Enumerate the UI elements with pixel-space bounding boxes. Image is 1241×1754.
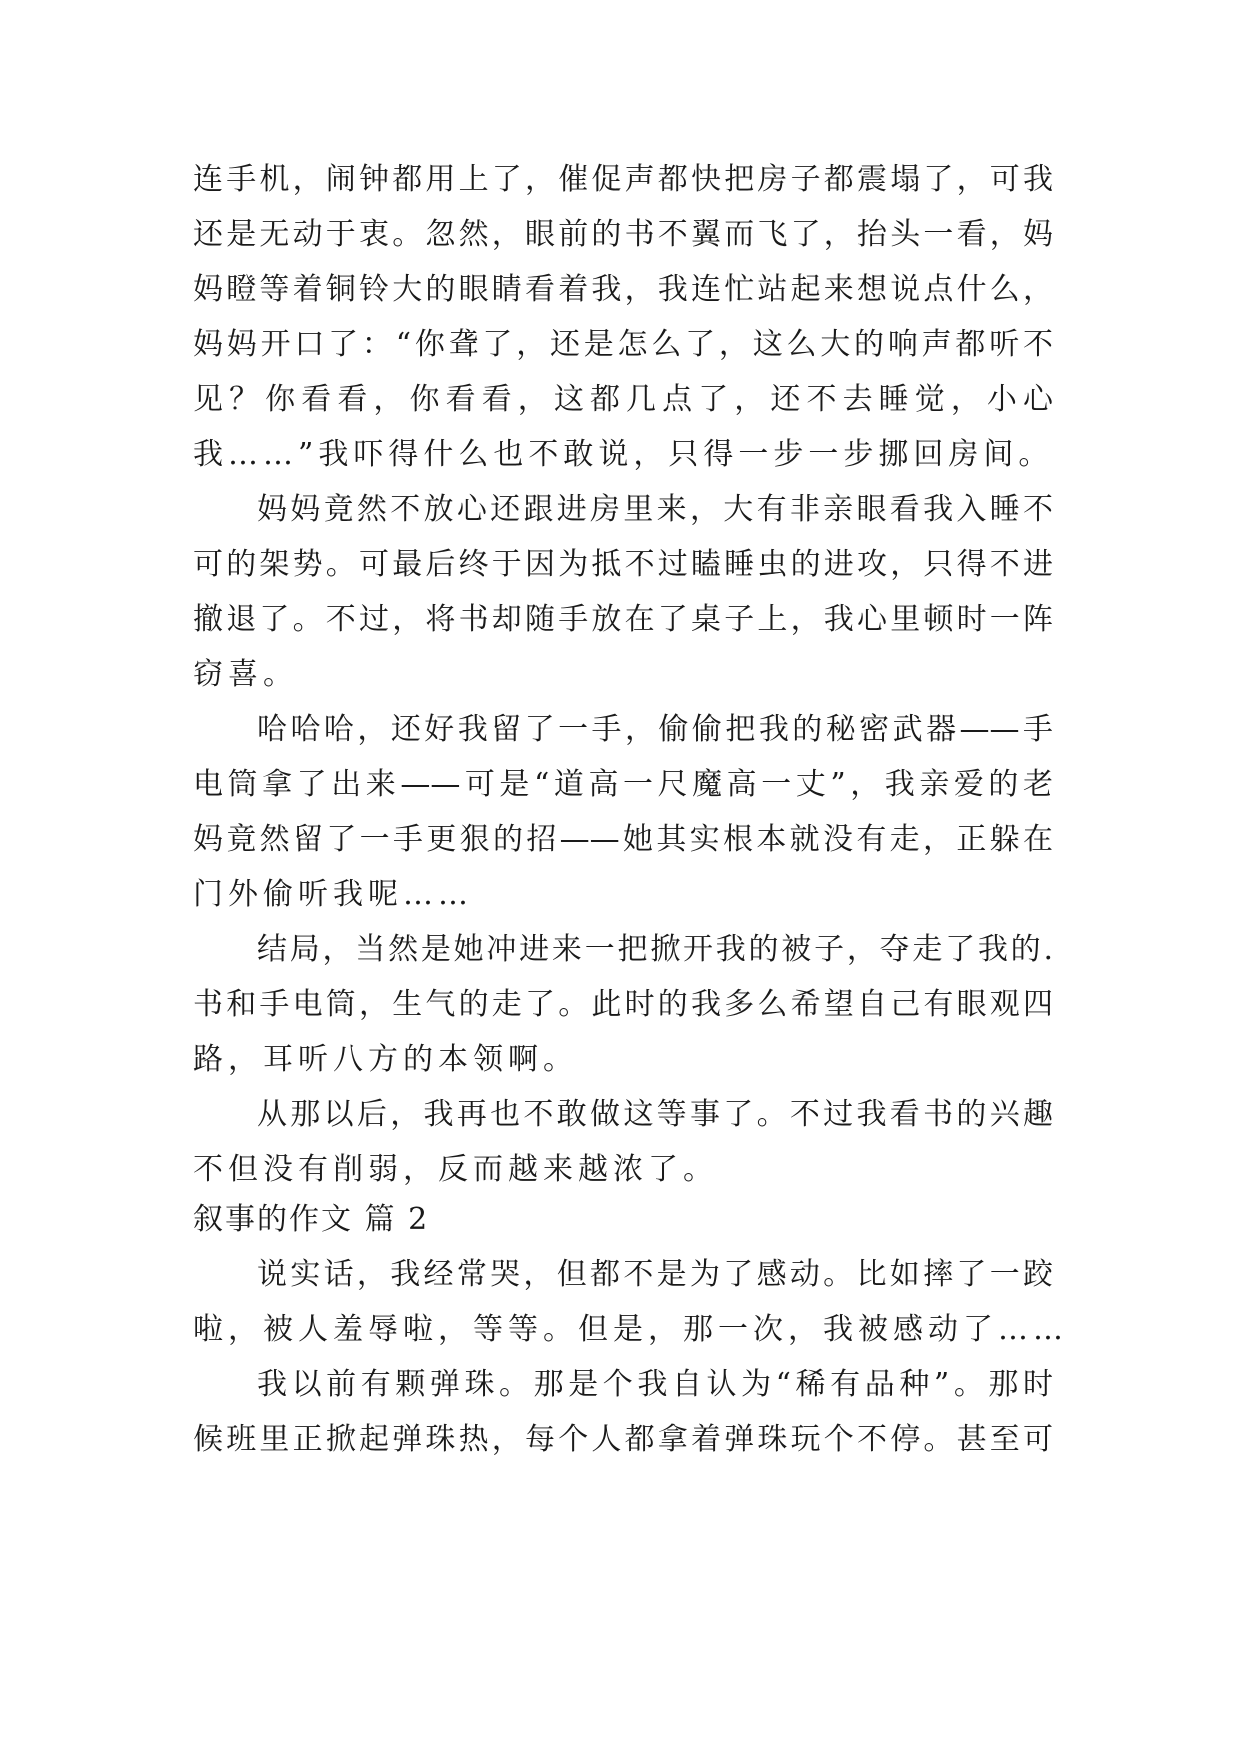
text-line: 还是无动于衷。忽然，眼前的书不翼而飞了，抬头一看，妈: [193, 217, 1053, 252]
text-line: 书和手电筒，生气的走了。此时的我多么希望自己有眼观四: [193, 987, 1053, 1022]
text-line: 我……”我吓得什么也不敢说，只得一步一步挪回房间。: [193, 437, 1054, 472]
paragraph-first-line: 结局，当然是她冲进来一把掀开我的被子，夺走了我的.: [257, 932, 1053, 967]
text-line: 可的架势。可最后终于因为抵不过瞌睡虫的进攻，只得不进: [193, 547, 1053, 582]
text-line: 门外偷听我呢……: [193, 877, 473, 912]
text-line: 妈瞪等着铜铃大的眼睛看着我，我连忙站起来想说点什么，: [193, 272, 1053, 307]
paragraph-first-line: 妈妈竟然不放心还跟进房里来，大有非亲眼看我入睡不: [257, 492, 1053, 527]
paragraph-first-line: 哈哈哈，还好我留了一手，偷偷把我的秘密武器——手: [257, 712, 1053, 747]
text-line: 撤退了。不过，将书却随手放在了桌子上，我心里顿时一阵: [193, 602, 1053, 637]
paragraph-first-line: 从那以后，我再也不敢做这等事了。不过我看书的兴趣: [257, 1097, 1053, 1132]
paragraph-first-line: 说实话，我经常哭，但都不是为了感动。比如摔了一跤: [257, 1257, 1053, 1292]
text-line: 妈妈开口了：“你聋了，还是怎么了，这么大的响声都听不: [193, 327, 1053, 362]
text-line: 妈竟然留了一手更狠的招——她其实根本就没有走，正躲在: [193, 822, 1053, 857]
text-line: 连手机，闹钟都用上了，催促声都快把房子都震塌了，可我: [193, 162, 1053, 197]
text-line: 见？你看看，你看看，这都几点了，还不去睡觉，小心: [193, 382, 1053, 417]
text-line: 窃喜。: [193, 657, 298, 692]
paragraph-first-line: 我以前有颗弹珠。那是个我自认为“稀有品种”。那时: [257, 1367, 1053, 1402]
section-heading: 叙事的作文 篇 2: [193, 1202, 430, 1237]
text-line: 路，耳听八方的本领啊。: [193, 1042, 578, 1077]
text-line: 电筒拿了出来——可是“道高一尺魔高一丈”，我亲爱的老: [193, 767, 1053, 802]
text-line: 不但没有削弱，反而越来越浓了。: [193, 1152, 718, 1187]
text-line: 啦，被人羞辱啦，等等。但是，那一次，我被感动了……: [193, 1312, 1068, 1347]
text-line: 候班里正掀起弹珠热，每个人都拿着弹珠玩个不停。甚至可: [193, 1422, 1053, 1457]
